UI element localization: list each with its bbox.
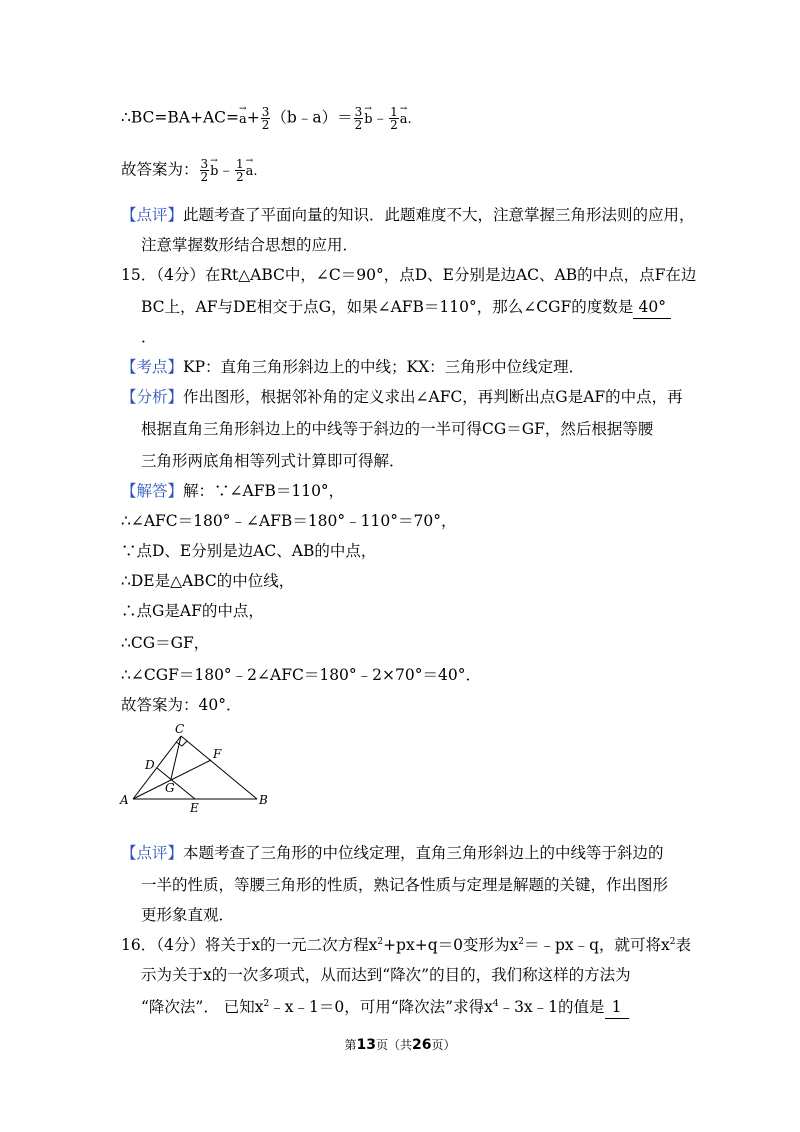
vector-b: → b bbox=[364, 109, 372, 131]
question-15-line2 bbox=[141, 296, 671, 319]
step-line: 故答案为：40°． bbox=[121, 696, 242, 714]
fraction-1-2: $\frac{1}{2}$ bbox=[390, 105, 398, 132]
answer-prefix: 故答案为： bbox=[121, 160, 199, 179]
fraction-3-2: $\frac{3}{2}$ bbox=[261, 105, 270, 132]
dianping-line3: 更形象直观． bbox=[141, 906, 235, 924]
label-g: G bbox=[165, 781, 175, 795]
jieda-tag: 【解答】 bbox=[121, 482, 184, 500]
question-15-line3: ． bbox=[141, 328, 157, 346]
comment-14-line2: 注意掌握数形结合思想的应用． bbox=[141, 236, 359, 254]
fenxi-tag: 【分析】 bbox=[121, 388, 184, 406]
vector-lhs: ∴BC=BA+AC= bbox=[121, 108, 239, 127]
comment-text-1: 此题考查了平面向量的知识．此题难度不大，注意掌握三角形法则的应用， bbox=[183, 206, 695, 224]
step-line: ∴DE是△ABC的中位线， bbox=[121, 572, 295, 590]
superscript-2: 2 bbox=[518, 936, 524, 947]
answer-fraction-3-2: $\frac{3}{2}$ bbox=[200, 157, 209, 184]
superscript-2: 2 bbox=[377, 936, 384, 947]
fraction-3-2-b: $\frac{3}{2}$ bbox=[354, 105, 363, 132]
question-15-answer-blank: 40° bbox=[633, 296, 671, 319]
superscript-4: 4 bbox=[492, 998, 499, 1009]
dianping-text-1: 本题考查了三角形的中位线定理，直角三角形斜边上的中线等于斜边的 bbox=[183, 844, 664, 862]
segment-cb bbox=[181, 736, 257, 799]
superscript-2: 2 bbox=[669, 936, 676, 947]
comment-14-line1 bbox=[121, 204, 695, 226]
kaodian-text: KP：直角三角形斜边上的中线；KX：三角形中位线定理． bbox=[183, 358, 585, 376]
minus-sign: ﹣ bbox=[372, 108, 389, 127]
page-footer: 第13页（共26页） bbox=[344, 1037, 456, 1053]
answer-minus: ﹣ bbox=[218, 160, 234, 179]
step-line: ∴∠AFC＝180°﹣∠AFB＝180°﹣110°＝70°， bbox=[121, 512, 457, 530]
q16-text-c: ＝﹣px﹣q，就可将x bbox=[523, 936, 670, 954]
segment-de bbox=[157, 768, 195, 799]
label-b: B bbox=[259, 793, 268, 807]
answer-fraction-1-2: $\frac{1}{2}$ bbox=[236, 157, 244, 184]
kaodian-tag: 【考点】 bbox=[121, 358, 184, 376]
fenxi-line1 bbox=[121, 386, 683, 408]
q16-text-g: ﹣3x﹣1的值是 bbox=[498, 998, 605, 1016]
step-line: ∵点D、E分别是边AC、AB的中点， bbox=[121, 542, 377, 560]
vector-a-end: → a. bbox=[400, 109, 412, 131]
fenxi-line3: 三角形两底角相等列式计算即可得解． bbox=[141, 452, 405, 470]
q16-text-e: “降次法”． 已知x bbox=[141, 998, 264, 1016]
vector-result-line bbox=[121, 106, 412, 131]
plus-sign: + bbox=[246, 108, 260, 127]
kaodian-line bbox=[121, 356, 584, 378]
q16-text-d: 表 bbox=[675, 936, 692, 954]
paren-expr: （b﹣a）＝ bbox=[271, 108, 353, 127]
fenxi-text-1: 作出图形，根据邻补角的定义求出∠AFC，再判断出点G是AF的中点，再 bbox=[183, 388, 683, 406]
answer-vector-a: → a. bbox=[246, 161, 258, 183]
total-pages: 26 bbox=[412, 1037, 432, 1053]
triangle-figure bbox=[115, 722, 285, 817]
step-line: ∴点G是AF的中点， bbox=[121, 602, 264, 620]
q16-text-a: 16．（4分）将关于x的一元二次方程x bbox=[121, 936, 378, 954]
right-angle-mark bbox=[176, 741, 187, 746]
page-number: 13 bbox=[356, 1037, 376, 1053]
question-15-line1: 15．（4分）在Rt△ABC中，∠C＝90°，点D、E分别是边AC、AB的中点，点F在边 bbox=[121, 266, 697, 284]
jieda-line bbox=[121, 480, 344, 502]
question-16-line3 bbox=[141, 996, 629, 1019]
dianping-line2: 一半的性质，等腰三角形的性质，熟记各性质与定理是解题的关键，作出图形 bbox=[141, 876, 669, 894]
dianping-line1 bbox=[121, 842, 664, 864]
label-e: E bbox=[190, 801, 199, 815]
question-16-line2: 示为关于x的一次多项式，从而达到“降次”的目的，我们称这样的方法为 bbox=[141, 966, 631, 984]
label-a: A bbox=[120, 793, 129, 807]
jieda-text: 解：∵∠AFB＝110°， bbox=[183, 482, 345, 500]
step-line: ∴∠CGF＝180°﹣2∠AFC＝180°﹣2×70°＝40°． bbox=[121, 666, 481, 684]
fenxi-line2: 根据直角三角形斜边上的中线等于斜边的一半可得CG＝GF，然后根据等腰 bbox=[141, 420, 654, 438]
question-16-answer-blank: 1 bbox=[605, 996, 629, 1019]
q16-text-b: +px+q＝0变形为x bbox=[383, 936, 519, 954]
label-d: D bbox=[145, 758, 155, 772]
vector-a: → a bbox=[239, 109, 247, 131]
question-16-line1 bbox=[121, 934, 691, 956]
label-f: F bbox=[213, 747, 222, 761]
comment-tag: 【点评】 bbox=[121, 206, 184, 224]
answer-vector-b: → b bbox=[210, 161, 218, 183]
dianping-tag: 【点评】 bbox=[121, 844, 184, 862]
step-line: ∴CG＝GF， bbox=[121, 634, 210, 652]
question-15-text: BC上，AF与DE相交于点G，如果∠AFB＝110°，那么∠CGF的度数是 bbox=[141, 298, 634, 316]
label-c: C bbox=[175, 722, 185, 736]
superscript-2: 2 bbox=[263, 998, 270, 1009]
q16-text-f: ﹣x﹣1＝0，可用“降次法”求得x bbox=[269, 998, 493, 1016]
answer-14-line bbox=[121, 158, 258, 183]
